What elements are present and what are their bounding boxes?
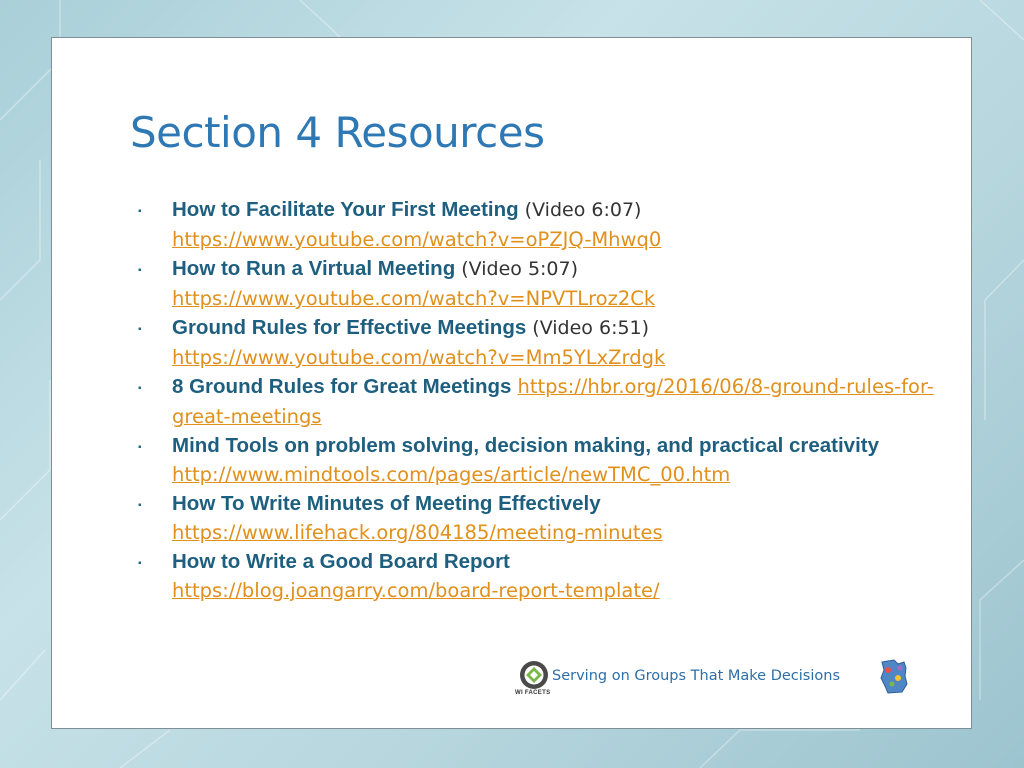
resource-list — [138, 195, 938, 605]
bullet-icon: ▪ — [138, 558, 142, 569]
resource-title: How to Facilitate Your First Meeting — [172, 198, 519, 221]
resource-link[interactable]: https://www.youtube.com/watch?v=Mm5YLxZrdgk — [172, 346, 666, 369]
list-item — [138, 547, 938, 605]
resource-title: Mind Tools on problem solving, decision making, and practical creativity — [172, 434, 880, 457]
bullet-icon: ▪ — [138, 324, 142, 335]
list-item — [138, 254, 938, 313]
list-item — [138, 195, 938, 254]
resource-link[interactable]: https://www.youtube.com/watch?v=oPZJQ-Mhwq0 — [172, 228, 662, 251]
resource-desc: (Video 6:07) — [518, 199, 642, 221]
logo-text: WI FACETS — [515, 690, 551, 696]
bullet-icon: ▪ — [138, 442, 142, 453]
list-item — [138, 313, 938, 372]
bullet-icon: ▪ — [138, 206, 142, 217]
resource-link[interactable]: https://www.youtube.com/watch?v=NPVTLroz2Ck — [172, 287, 656, 310]
resource-title: How to Write a Good Board Report — [172, 550, 510, 573]
wisconsin-map-icon — [876, 656, 912, 696]
list-item — [138, 489, 938, 547]
bullet-icon: ▪ — [138, 500, 142, 511]
list-item — [138, 431, 938, 489]
bullet-icon: ▪ — [138, 383, 142, 394]
bullet-icon: ▪ — [138, 265, 142, 276]
slide — [51, 37, 972, 729]
footer — [512, 656, 932, 700]
resource-title: How To Write Minutes of Meeting Effectively — [172, 492, 601, 515]
resource-title: How to Run a Virtual Meeting — [172, 257, 456, 280]
resource-link[interactable]: https://www.lifehack.org/804185/meeting-minutes — [172, 521, 663, 544]
list-item — [138, 372, 938, 431]
resource-title: 8 Ground Rules for Great Meetings — [172, 375, 512, 398]
resource-link[interactable]: http://www.mindtools.com/pages/article/newTMC_00.htm — [172, 463, 731, 486]
resource-desc: (Video 6:51) — [526, 317, 650, 339]
resource-link[interactable]: https://hbr.org/2016/06/8-ground-rules-for-great-meetings — [172, 375, 934, 428]
slide-title: Section 4 Resources — [130, 108, 545, 157]
resource-desc: (Video 5:07) — [455, 258, 579, 280]
resource-link[interactable]: https://blog.joangarry.com/board-report-template/ — [172, 579, 660, 602]
resource-title: Ground Rules for Effective Meetings — [172, 316, 527, 339]
footer-text: Serving on Groups That Make Decisions — [552, 668, 840, 684]
